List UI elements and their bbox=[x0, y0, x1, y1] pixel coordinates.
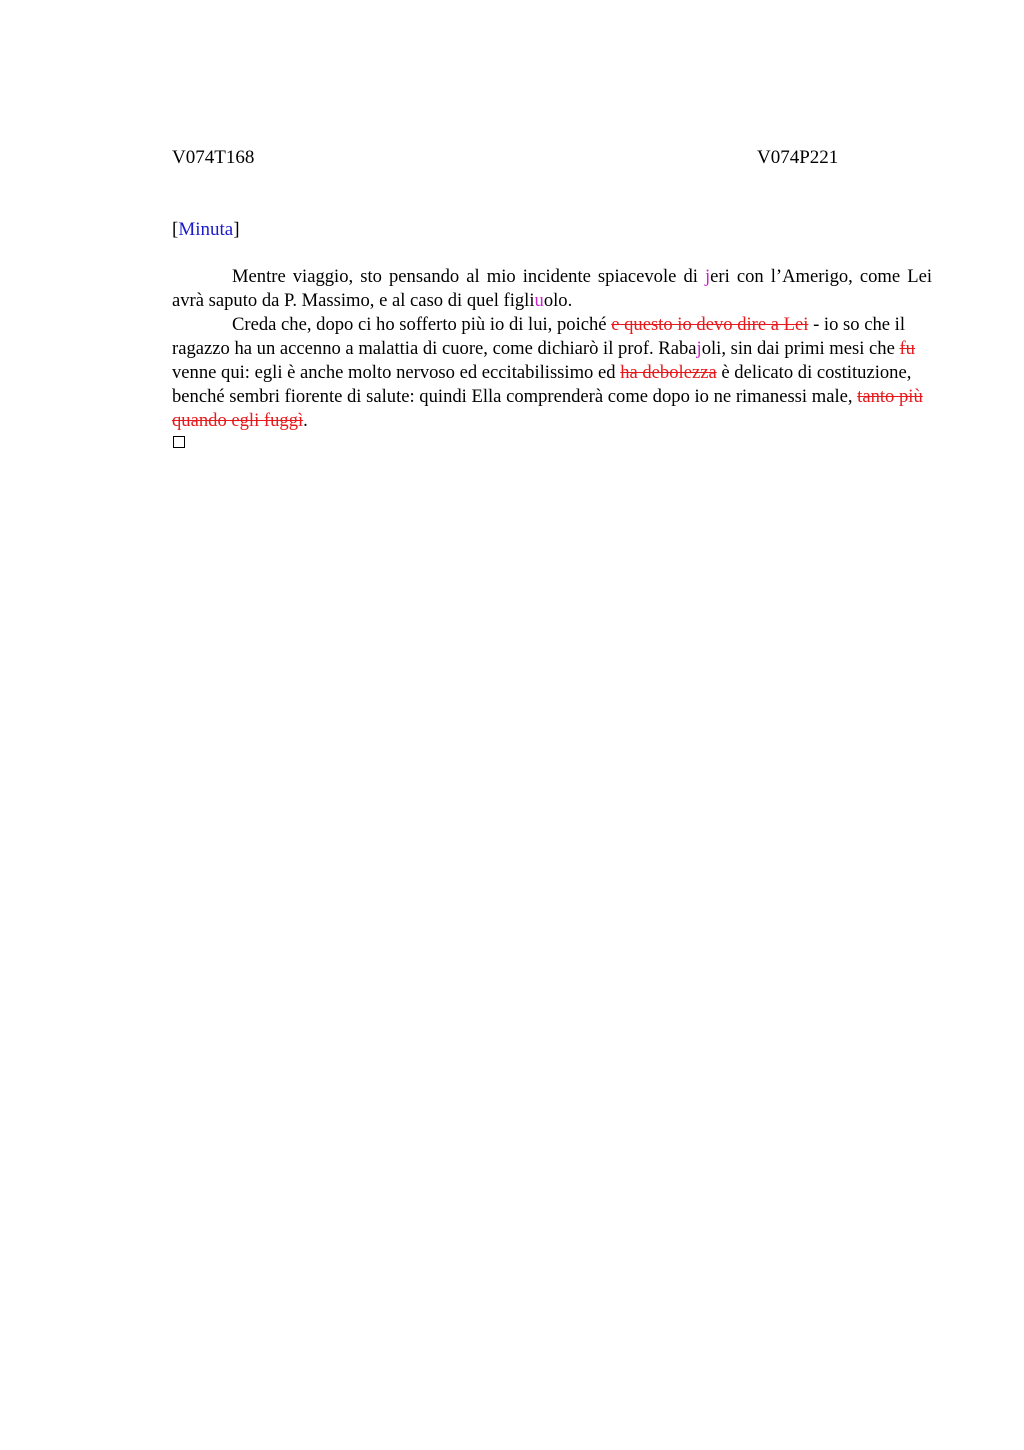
correction-letter: u bbox=[534, 290, 544, 311]
deleted-text: ha debolezza bbox=[620, 362, 717, 383]
document-code-right: V074P221 bbox=[757, 147, 839, 168]
document-code-left: V074T168 bbox=[172, 147, 255, 168]
text-segment: Creda che, dopo ci ho sofferto più io di lui, poiché bbox=[232, 314, 612, 335]
correction-letter: j bbox=[704, 266, 711, 287]
letter-body bbox=[172, 265, 932, 433]
close-bracket: ] bbox=[233, 219, 240, 240]
minuta-label: Minuta bbox=[178, 219, 234, 240]
square-outline-icon bbox=[173, 436, 185, 448]
text-segment: venne qui: egli è anche molto nervoso ed eccitabilissimo ed bbox=[172, 362, 621, 383]
open-bracket: [ bbox=[172, 219, 179, 240]
text-segment: è delicato di costituzione, benché sembri fiorente di salute: quindi Ella comprenderà come dopo io ne rimanessi male, bbox=[172, 362, 912, 407]
deleted-text: tanto più quando egli fuggì bbox=[172, 386, 923, 431]
text-segment: . bbox=[303, 410, 308, 431]
text-segment: eri con l’Amerigo, come Lei avrà saputo da P. Massimo, e al caso di quel figli bbox=[172, 266, 932, 311]
correction-letter: j bbox=[696, 338, 702, 359]
text-segment: Mentre viaggio, sto pensando al mio incidente spiacevole di bbox=[232, 266, 705, 287]
deleted-text: e questo io devo dire a Lei bbox=[611, 314, 809, 335]
paragraph bbox=[172, 313, 932, 433]
text-segment: oli, sin dai primi mesi che bbox=[701, 338, 900, 359]
minuta-heading bbox=[172, 218, 240, 242]
text-segment: olo. bbox=[543, 290, 573, 311]
paragraph bbox=[172, 265, 932, 313]
text-segment: - io so che il ragazzo ha un accenno a malattia di cuore, come dichiarò il prof. Raba bbox=[172, 314, 906, 359]
deleted-text: fu bbox=[899, 338, 915, 359]
